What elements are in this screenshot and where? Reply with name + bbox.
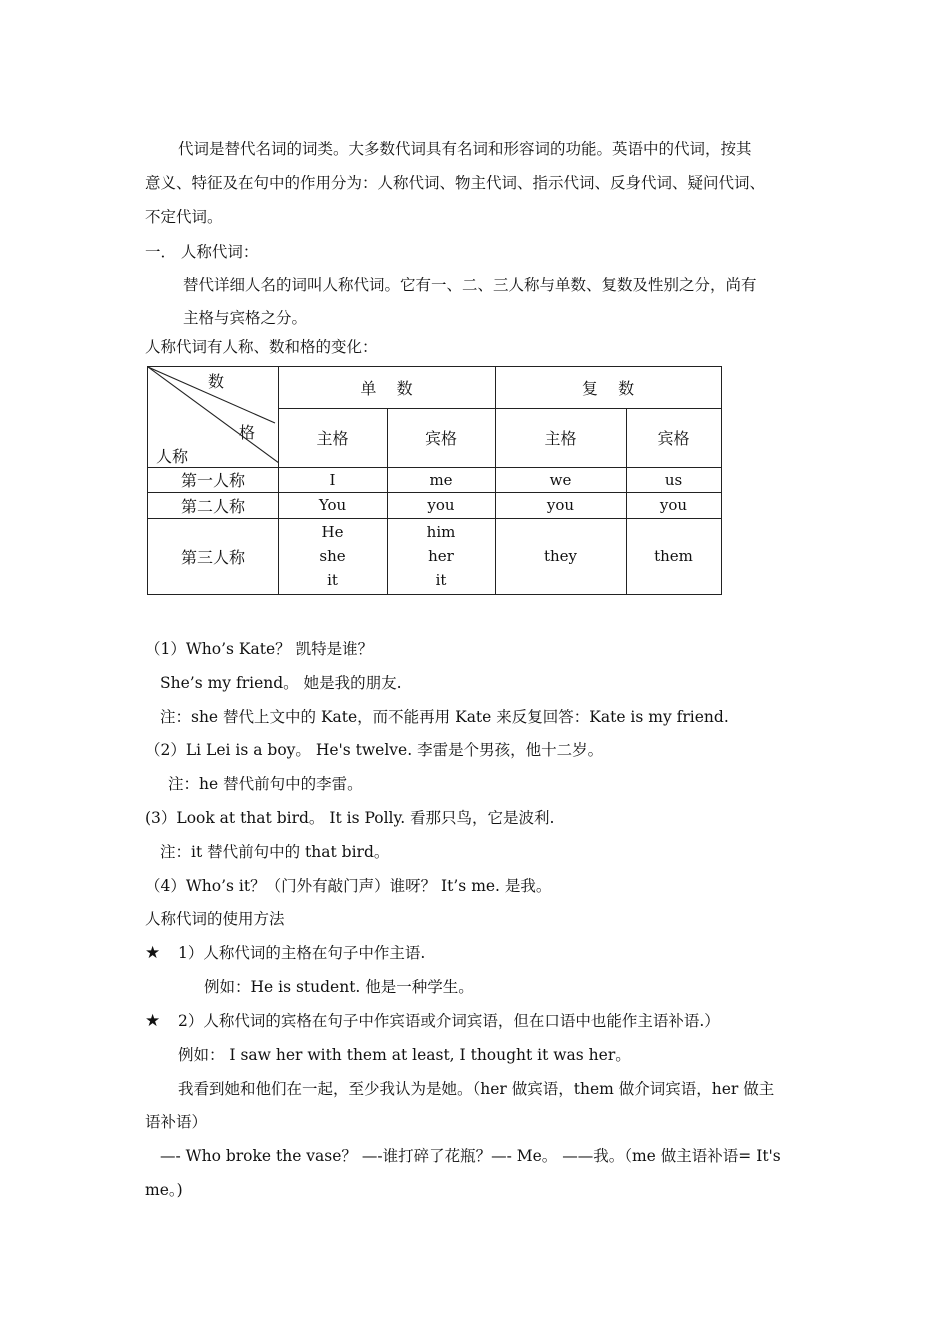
- usage-rule-2: 2）人称代词的宾格在句子中作宾语或介词宾语，但在口语中也能作主语补语.）: [178, 1012, 720, 1030]
- pronoun-table: [147, 366, 722, 595]
- example-3: (3）Look at that bird。 It is Polly. 看那只鸟，它是波利.: [145, 809, 555, 827]
- header-singular-objective: 宾格: [424, 429, 457, 448]
- section-desc-1: 替代详细人名的词叫人称代词。它有一、二、三人称与单数、复数及性别之分，尚有: [183, 276, 757, 294]
- cell-second-plur-nom: you: [546, 496, 575, 514]
- example-3-note: 注：it 替代前句中的 that bird。: [160, 843, 390, 861]
- pronoun-him: him: [426, 523, 456, 541]
- usage-rule-2-translation-1: 我看到她和他们在一起，至少我认为是她。（her 做宾语，them 做介词宾语，her 做主: [178, 1080, 775, 1098]
- cell-third-plur-obj: them: [654, 547, 693, 565]
- usage-rule-1-example: 例如：He is student. 他是一种学生。: [204, 978, 474, 996]
- corner-label-number: 数: [208, 372, 225, 391]
- intro-line-1: 代词是替代名词的词类。大多数代词具有名词和形容词的功能。英语中的代词，按其: [178, 140, 752, 158]
- usage-rule-2-translation-2: 语补语）: [145, 1113, 208, 1131]
- example-1: （1）Who’s Kate？ 凯特是谁？: [145, 640, 374, 658]
- usage-dialog-1: —- Who broke the vase？ —-谁打碎了花瓶？—- Me。 ——我。（me 做主语补语= It's: [160, 1147, 781, 1165]
- cell-third-sing-nom: [278, 518, 387, 594]
- example-4: （4）Who’s it？（门外有敲门声）谁呀？ It’s me. 是我。: [145, 877, 552, 895]
- star-icon: ★: [145, 943, 161, 963]
- example-1-answer: She’s my friend。 她是我的朋友.: [160, 674, 402, 692]
- row-person-third: 第三人称: [180, 547, 245, 567]
- pronoun-her: her: [428, 547, 454, 565]
- example-1-note: 注：she 替代上文中的 Kate，而不能再用 Kate 来反复回答：Kate is my friend.: [160, 708, 729, 726]
- corner-label-person: 人称: [156, 447, 189, 466]
- example-2-note: 注：he 替代前句中的李雷。: [168, 775, 363, 793]
- header-plural: 复 数: [581, 379, 635, 398]
- row-person-second: 第二人称: [180, 496, 245, 516]
- cell-first-sing-obj: me: [429, 470, 453, 489]
- cell-second-sing-obj: you: [427, 496, 455, 514]
- example-2: （2）Li Lei is a boy。 He's twelve. 李雷是个男孩，他十二岁。: [145, 741, 604, 759]
- header-singular: 单 数: [360, 379, 413, 398]
- pronoun-she: she: [319, 547, 346, 565]
- cell-third-sing-obj: [387, 518, 495, 594]
- intro-line-3: 不定代词。: [145, 208, 223, 226]
- cell-first-sing-nom: I: [329, 470, 336, 489]
- header-singular-nominative: 主格: [316, 429, 349, 448]
- cell-second-plur-obj: you: [659, 496, 688, 514]
- usage-rule-2-example: 例如： I saw her with them at least, I thought it was her。: [178, 1046, 631, 1064]
- usage-rule-1: 1）人称代词的主格在句子中作主语.: [178, 944, 426, 962]
- section-heading: 一． 人称代词：: [145, 243, 259, 261]
- pronoun-he: He: [321, 523, 344, 541]
- usage-dialog-2: me。): [145, 1181, 183, 1199]
- cell-third-plur-nom: they: [543, 547, 578, 565]
- pronoun-it-obj: it: [435, 571, 447, 589]
- intro-line-2: 意义、特征及在句中的作用分为：人称代词、物主代词、指示代词、反身代词、疑问代词、: [145, 174, 766, 192]
- header-plural-objective: 宾格: [657, 429, 690, 448]
- star-icon: ★: [145, 1011, 161, 1031]
- cell-second-sing-nom: You: [318, 496, 347, 514]
- usage-heading: 人称代词的使用方法: [145, 910, 285, 928]
- header-plural-nominative: 主格: [544, 429, 577, 448]
- section-desc-2: 主格与宾格之分。: [183, 309, 308, 327]
- cell-first-plur-nom: we: [549, 470, 572, 489]
- table-caption: 人称代词有人称、数和格的变化：: [145, 338, 378, 356]
- pronoun-it: it: [327, 571, 338, 589]
- cell-first-plur-obj: us: [664, 470, 683, 489]
- row-person-first: 第一人称: [180, 471, 245, 490]
- corner-label-case: 格: [239, 423, 256, 442]
